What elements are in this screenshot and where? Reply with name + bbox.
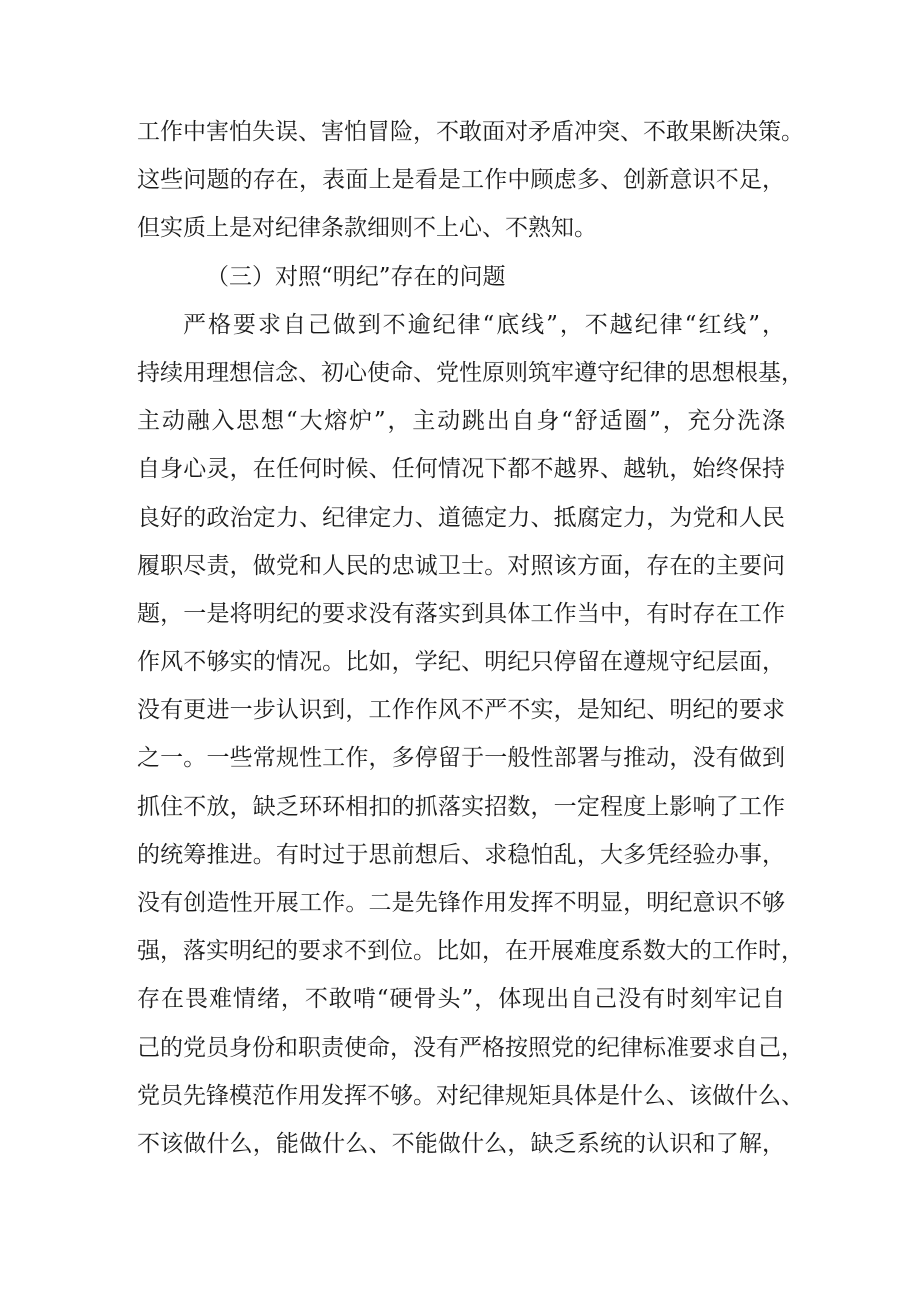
- text-line: 履职尽责，做党和人民的忠诚卫士。对照该方面，存在的主要问: [137, 552, 785, 579]
- section-heading: （三）对照“明纪”存在的问题: [206, 263, 506, 290]
- text-line: 作风不够实的情况。比如，学纪、明纪只停留在遵规守纪层面，: [137, 649, 785, 676]
- text-line: 不该做什么，能做什么、不能做什么，缺乏系统的认识和了解，: [137, 1130, 785, 1157]
- text-line: 但实质上是对纪律条款细则不上心、不熟知。: [137, 215, 597, 242]
- text-line: 没有更进一步认识到，工作作风不严不实，是知纪、明纪的要求: [137, 697, 785, 724]
- text-line: 自身心灵，在任何时候、任何情况下都不越界、越轨，始终保持: [137, 456, 785, 483]
- text-line: 严格要求自己做到不逾纪律“底线”，不越纪律“红线”，: [183, 311, 785, 338]
- text-line: 题，一是将明纪的要求没有落实到具体工作当中，有时存在工作: [137, 600, 785, 627]
- document-body: [137, 108, 804, 1168]
- text-line: 良好的政治定力、纪律定力、道德定力、抵腐定力，为党和人民: [137, 504, 785, 531]
- text-line: 主动融入思想“大熔炉”，主动跳出自身“舒适圈”，充分洗涤: [137, 408, 785, 435]
- text-line: 己的党员身份和职责使命，没有严格按照党的纪律标准要求自己，: [137, 1034, 804, 1061]
- text-line: 工作中害怕失误、害怕冒险，不敢面对矛盾冲突、不敢果断决策。: [137, 119, 804, 145]
- text-line: 这些问题的存在，表面上是看是工作中顾虑多、创新意识不足，: [137, 167, 785, 194]
- text-line: 抓住不放，缺乏环环相扣的抓落实招数，一定程度上影响了工作: [137, 793, 785, 820]
- text-line: 强，落实明纪的要求不到位。比如，在开展难度系数大的工作时，: [137, 938, 804, 965]
- text-line: 没有创造性开展工作。二是先锋作用发挥不明显，明纪意识不够: [137, 890, 785, 916]
- text-line: 持续用理想信念、初心使命、党性原则筑牢遵守纪律的思想根基，: [137, 359, 804, 386]
- text-line: 的统筹推进。有时过于思前想后、求稳怕乱，大多凭经验办事，: [137, 841, 785, 868]
- text-line: 党员先锋模范作用发挥不够。对纪律规矩具体是什么、该做什么、: [137, 1082, 804, 1109]
- text-line: 之一。一些常规性工作，多停留于一般性部署与推动，没有做到: [137, 745, 785, 772]
- text-line: 存在畏难情绪，不敢啃“硬骨头”，体现出自己没有时刻牢记自: [137, 986, 785, 1013]
